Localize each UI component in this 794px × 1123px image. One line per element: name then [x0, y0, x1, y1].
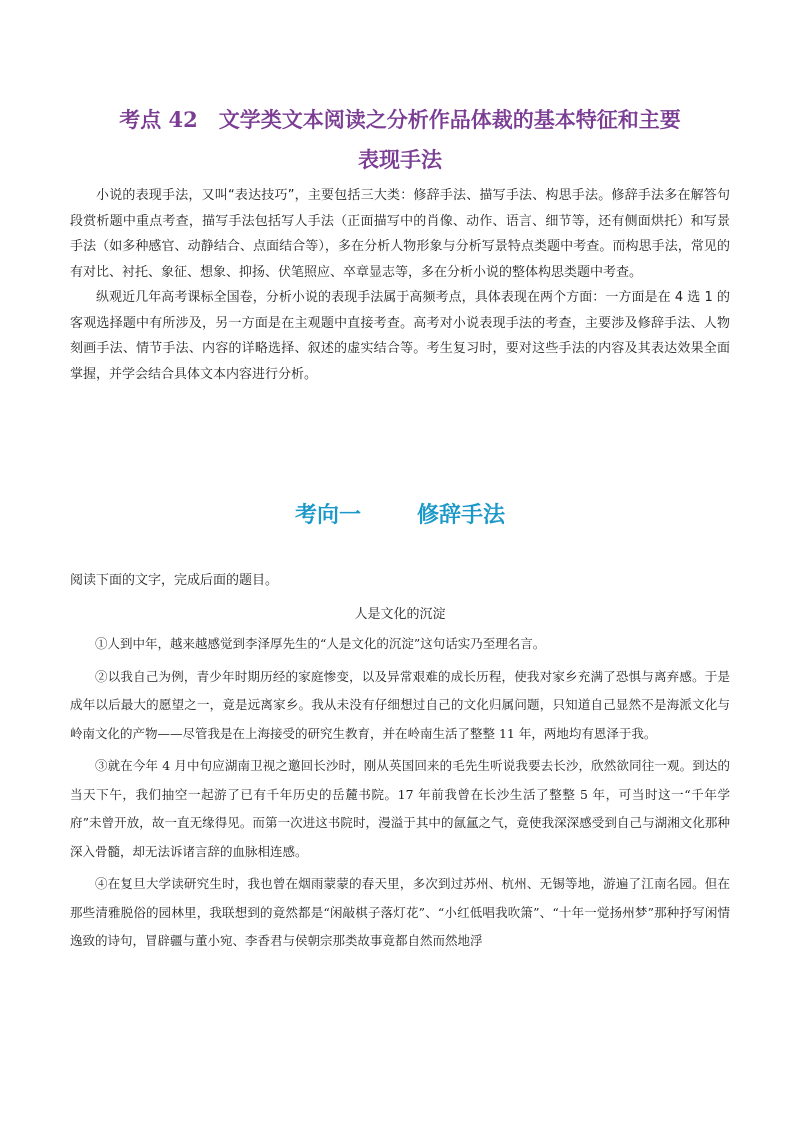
- page-title: [70, 100, 730, 180]
- section-name: 修辞手法: [417, 503, 506, 528]
- section-label: 考向一: [294, 503, 361, 528]
- article-paragraph: ①人到中年，越来越感觉到李泽厚先生的“人是文化的沉淀”这句话实乃至理名言。: [95, 636, 546, 651]
- intro-paragraph: 小说的表现手法，又叫“表达技巧”，主要包括三大类：修辞手法、描写手法、构思手法。修辞手法多在解答句段赏析题中重点考查，描写手法包括写人手法（正面描写中的肖像、动作、语言、细节等，还有侧面烘托）和写景手法（如多种感官、动静结合、点面结合等），多在分析人物形象与分析写景特点类题中考查。而构思手法，常见的有对比、衬托、象征、想象、抑扬、伏笔照应、卒章显志等，多在分析小说的整体构思类题中考查。: [70, 188, 730, 280]
- title-line-1: 考点 42 文学类文本阅读之分析作品体裁的基本特征和主要: [119, 107, 681, 132]
- article-paragraph: ④在复旦大学读研究生时，我也曾在烟雨蒙蒙的春天里，多次到过苏州、杭州、无锡等地，游遍了江南名园。但在那些清雅脱俗的园林里，我联想到的竟然都是“闲敲棋子落灯花”、“小红低唱我吹箫”、“十年一觉扬州梦”那种抒写闲情逸致的诗句，冒辟疆与董小宛、李香君与侯朝宗那类故事竟都自然而然地浮: [70, 876, 730, 948]
- article-paragraph: ②以我自己为例，青少年时期历经的家庭惨变，以及异常艰难的成长历程，使我对家乡充满了恐惧与离弃感。于是成年以后最大的愿望之一，竟是远离家乡。我从未没有仔细想过自己的文化归属问题，只知道自己显然不是海派文化与岭南文化的产物——尽管我是在上海接受的研究生教育，并在岭南生活了整整 11 年，两地均有恩泽于我。: [70, 668, 730, 741]
- intro-section: [70, 183, 730, 387]
- article-body: [70, 630, 730, 960]
- section-heading: [70, 498, 730, 534]
- intro-paragraph: 纵观近几年高考课标全国卷，分析小说的表现手法属于高频考点，具体表现在两个方面：一方面是在 4 选 1 的客观选择题中有所涉及，另一方面是在主观题中直接考查。高考对小说表现手法的考查，主要涉及修辞手法、人物刻画手法、情节手法、内容的详略选择、叙述的虚实结合等。考生复习时，要对这些手法的内容及其表达效果全面掌握，并学会结合具体文本内容进行分析。: [70, 290, 730, 382]
- article-title: 人是文化的沉淀: [354, 607, 446, 622]
- title-line-2: 表现手法: [358, 147, 442, 172]
- exercise-instruction: 阅读下面的文字，完成后面的题目。: [70, 573, 279, 588]
- article-paragraph: ③就在今年 4 月中旬应湖南卫视之邀回长沙时，刚从英国回来的毛先生听说我要去长沙，欣然欲同往一观。到达的当天下午，我们抽空一起游了已有千年历史的岳麓书院。17 年前我曾在长沙生活了整整 5 年，可当时这一“千年学府”未曾开放，故一直无缘得见。而第一次进这书院时，漫溢于其中的氤氲之气，竟使我深深感受到自己与湖湘文化那种深入骨髓，却无法诉诸言辞的血脉相连感。: [70, 758, 730, 859]
